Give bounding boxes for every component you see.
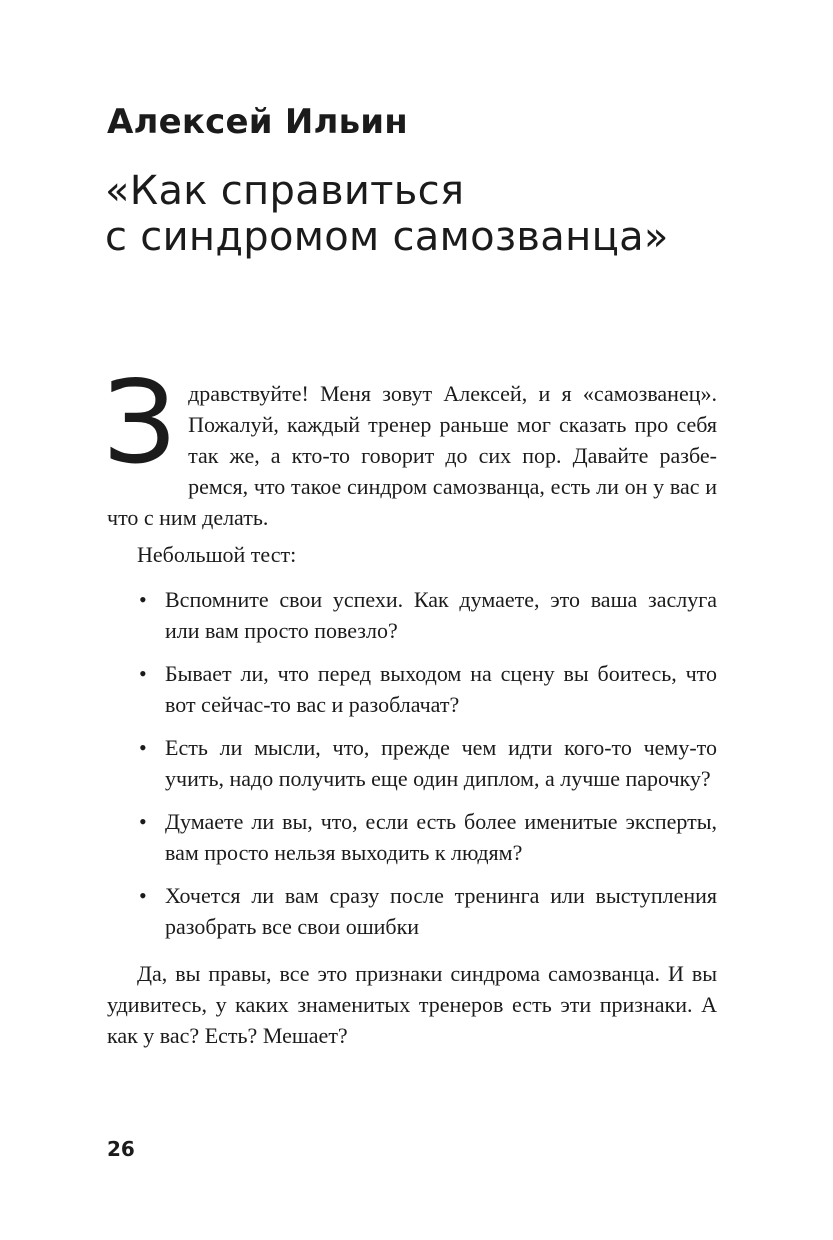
chapter-title-line-1: «Как справиться	[105, 168, 465, 214]
drop-cap: З	[103, 356, 177, 489]
list-item	[107, 732, 717, 794]
test-intro: Небольшой тест:	[137, 542, 297, 567]
list-item	[107, 880, 717, 942]
list-item-text: Есть ли мысли, что, прежде чем идти кого-то чему-то учить, надо получить еще один диплом, а лучше парочку?	[165, 735, 717, 791]
closing-paragraph: Да, вы правы, все это признаки синдрома самозванца. И вы удивитесь, у каких знаменитых тренеров есть эти признаки. А как у вас? Есть? Мешает?	[107, 961, 717, 1048]
list-item-text: Бывает ли, что перед выходом на сцену вы боитесь, что вот сейчас-то вас и разоблачат?	[165, 661, 717, 717]
list-item-text: Хочется ли вам сразу после тренинга или выступления разобрать все свои ошибки	[165, 883, 717, 939]
opening-paragraph: дравствуйте! Меня зовут Алексей, и я «самозванец». Пожалуй, каждый тренер раньше мог сказать про себя так же, а кто-то говорит до сих пор. Давайте разберемся, что такое синдром самозванца, есть ли он у вас и что с ним делать.	[107, 381, 717, 530]
question-list	[107, 584, 717, 942]
bullet-icon: •	[139, 809, 147, 834]
bullet-icon: •	[139, 735, 147, 760]
article-body	[103, 356, 717, 1051]
list-item-text: Думаете ли вы, что, если есть более именитые эксперты, вам просто нельзя выходить к людям?	[165, 809, 717, 865]
bullet-icon: •	[139, 587, 147, 612]
author-name: Алексей Ильин	[107, 102, 408, 142]
list-item	[107, 584, 717, 646]
bullet-icon: •	[139, 661, 147, 686]
page-number: 26	[107, 1137, 135, 1161]
list-item-text: Вспомните свои успехи. Как думаете, это ваша заслуга или вам просто повезло?	[165, 587, 717, 643]
bullet-icon: •	[139, 883, 147, 908]
list-item	[107, 658, 717, 720]
chapter-title	[105, 168, 669, 260]
list-item	[107, 806, 717, 868]
chapter-title-line-2: с синдромом самозванца»	[105, 214, 669, 260]
